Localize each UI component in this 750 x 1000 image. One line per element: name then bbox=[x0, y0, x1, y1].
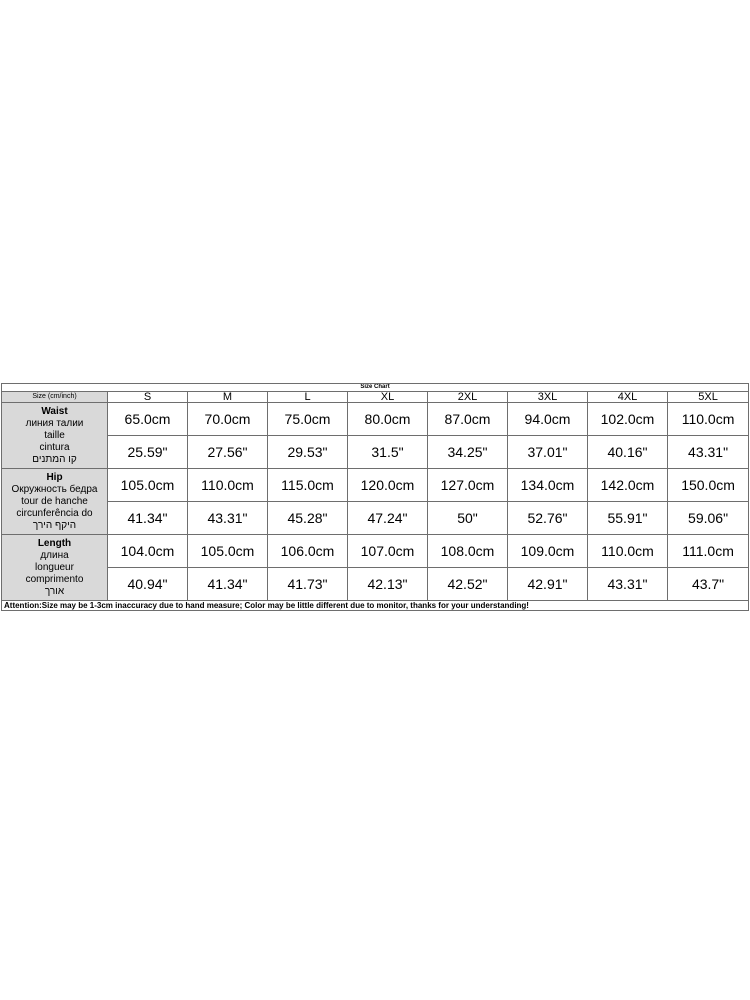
waist-cm-s: 65.0cm bbox=[108, 403, 188, 436]
length-cm-4xl: 110.0cm bbox=[588, 535, 668, 568]
length-inch-2xl: 42.52" bbox=[428, 568, 508, 601]
hip-label bbox=[2, 469, 108, 535]
waist-inch-xl: 31.5" bbox=[348, 436, 428, 469]
length-inch-s: 40.94" bbox=[108, 568, 188, 601]
waist-label-en: Waist bbox=[41, 405, 68, 417]
hip-label-ru: Окружность бедра bbox=[11, 483, 98, 495]
hip-cm-xl: 120.0cm bbox=[348, 469, 428, 502]
size-chart-table bbox=[1, 383, 749, 611]
hip-inch-xl: 47.24" bbox=[348, 502, 428, 535]
length-cm-l: 106.0cm bbox=[268, 535, 348, 568]
waist-cm-l: 75.0cm bbox=[268, 403, 348, 436]
length-label-fr: longueur bbox=[35, 561, 74, 573]
hip-inch-2xl: 50" bbox=[428, 502, 508, 535]
waist-inch-m: 27.56" bbox=[188, 436, 268, 469]
length-inch-l: 41.73" bbox=[268, 568, 348, 601]
hip-label-pt: circunferência do bbox=[16, 507, 93, 519]
length-label-he: אורך bbox=[44, 585, 65, 597]
waist-cm-2xl: 87.0cm bbox=[428, 403, 508, 436]
waist-inch-4xl: 40.16" bbox=[588, 436, 668, 469]
size-2xl: 2XL bbox=[428, 392, 508, 403]
hip-cm-4xl: 142.0cm bbox=[588, 469, 668, 502]
size-5xl: 5XL bbox=[668, 392, 749, 403]
waist-inch-5xl: 43.31" bbox=[668, 436, 749, 469]
waist-inch-3xl: 37.01" bbox=[508, 436, 588, 469]
hip-inch-row bbox=[2, 502, 749, 535]
length-cm-row bbox=[2, 535, 749, 568]
length-cm-5xl: 111.0cm bbox=[668, 535, 749, 568]
size-3xl: 3XL bbox=[508, 392, 588, 403]
length-inch-m: 41.34" bbox=[188, 568, 268, 601]
hip-label-en: Hip bbox=[46, 471, 63, 483]
length-cm-s: 104.0cm bbox=[108, 535, 188, 568]
hip-inch-4xl: 55.91" bbox=[588, 502, 668, 535]
waist-inch-l: 29.53" bbox=[268, 436, 348, 469]
hip-cm-l: 115.0cm bbox=[268, 469, 348, 502]
length-label-pt: comprimento bbox=[25, 573, 84, 585]
waist-cm-3xl: 94.0cm bbox=[508, 403, 588, 436]
waist-label-he: קו המתנים bbox=[32, 453, 77, 465]
waist-label-pt: cintura bbox=[39, 441, 70, 453]
waist-inch-row bbox=[2, 436, 749, 469]
waist-label-fr: taille bbox=[44, 429, 65, 441]
waist-cm-5xl: 110.0cm bbox=[668, 403, 749, 436]
hip-inch-3xl: 52.76" bbox=[508, 502, 588, 535]
length-cm-2xl: 108.0cm bbox=[428, 535, 508, 568]
waist-label bbox=[2, 403, 108, 469]
length-inch-row bbox=[2, 568, 749, 601]
hip-inch-m: 43.31" bbox=[188, 502, 268, 535]
hip-cm-3xl: 134.0cm bbox=[508, 469, 588, 502]
length-label-ru: длина bbox=[40, 549, 69, 561]
hip-cm-5xl: 150.0cm bbox=[668, 469, 749, 502]
size-s: S bbox=[108, 392, 188, 403]
attention-notice: Attention:Size may be 1-3cm inaccuracy due to hand measure; Color may be little different due to monitor, thanks for your understanding! bbox=[2, 601, 749, 611]
hip-label-fr: tour de hanche bbox=[21, 495, 88, 507]
waist-label-ru: линия талии bbox=[25, 417, 84, 429]
waist-inch-2xl: 34.25" bbox=[428, 436, 508, 469]
hip-inch-s: 41.34" bbox=[108, 502, 188, 535]
length-inch-3xl: 42.91" bbox=[508, 568, 588, 601]
hip-inch-5xl: 59.06" bbox=[668, 502, 749, 535]
length-cm-xl: 107.0cm bbox=[348, 535, 428, 568]
size-xl: XL bbox=[348, 392, 428, 403]
hip-cm-s: 105.0cm bbox=[108, 469, 188, 502]
waist-cm-4xl: 102.0cm bbox=[588, 403, 668, 436]
length-label bbox=[2, 535, 108, 601]
size-header-row bbox=[2, 392, 749, 403]
length-inch-5xl: 43.7" bbox=[668, 568, 749, 601]
hip-label-he: היקף הירך bbox=[32, 519, 77, 531]
length-inch-4xl: 43.31" bbox=[588, 568, 668, 601]
size-header-label: Size (cm/inch) bbox=[2, 392, 108, 403]
hip-inch-l: 45.28" bbox=[268, 502, 348, 535]
size-l: L bbox=[268, 392, 348, 403]
size-4xl: 4XL bbox=[588, 392, 668, 403]
length-label-en: Length bbox=[37, 537, 72, 549]
length-cm-3xl: 109.0cm bbox=[508, 535, 588, 568]
hip-cm-m: 110.0cm bbox=[188, 469, 268, 502]
length-inch-xl: 42.13" bbox=[348, 568, 428, 601]
waist-cm-m: 70.0cm bbox=[188, 403, 268, 436]
waist-cm-xl: 80.0cm bbox=[348, 403, 428, 436]
chart-title: Size Chart bbox=[2, 384, 749, 392]
length-cm-m: 105.0cm bbox=[188, 535, 268, 568]
waist-inch-s: 25.59" bbox=[108, 436, 188, 469]
waist-cm-row bbox=[2, 403, 749, 436]
hip-cm-2xl: 127.0cm bbox=[428, 469, 508, 502]
size-m: M bbox=[188, 392, 268, 403]
hip-cm-row bbox=[2, 469, 749, 502]
